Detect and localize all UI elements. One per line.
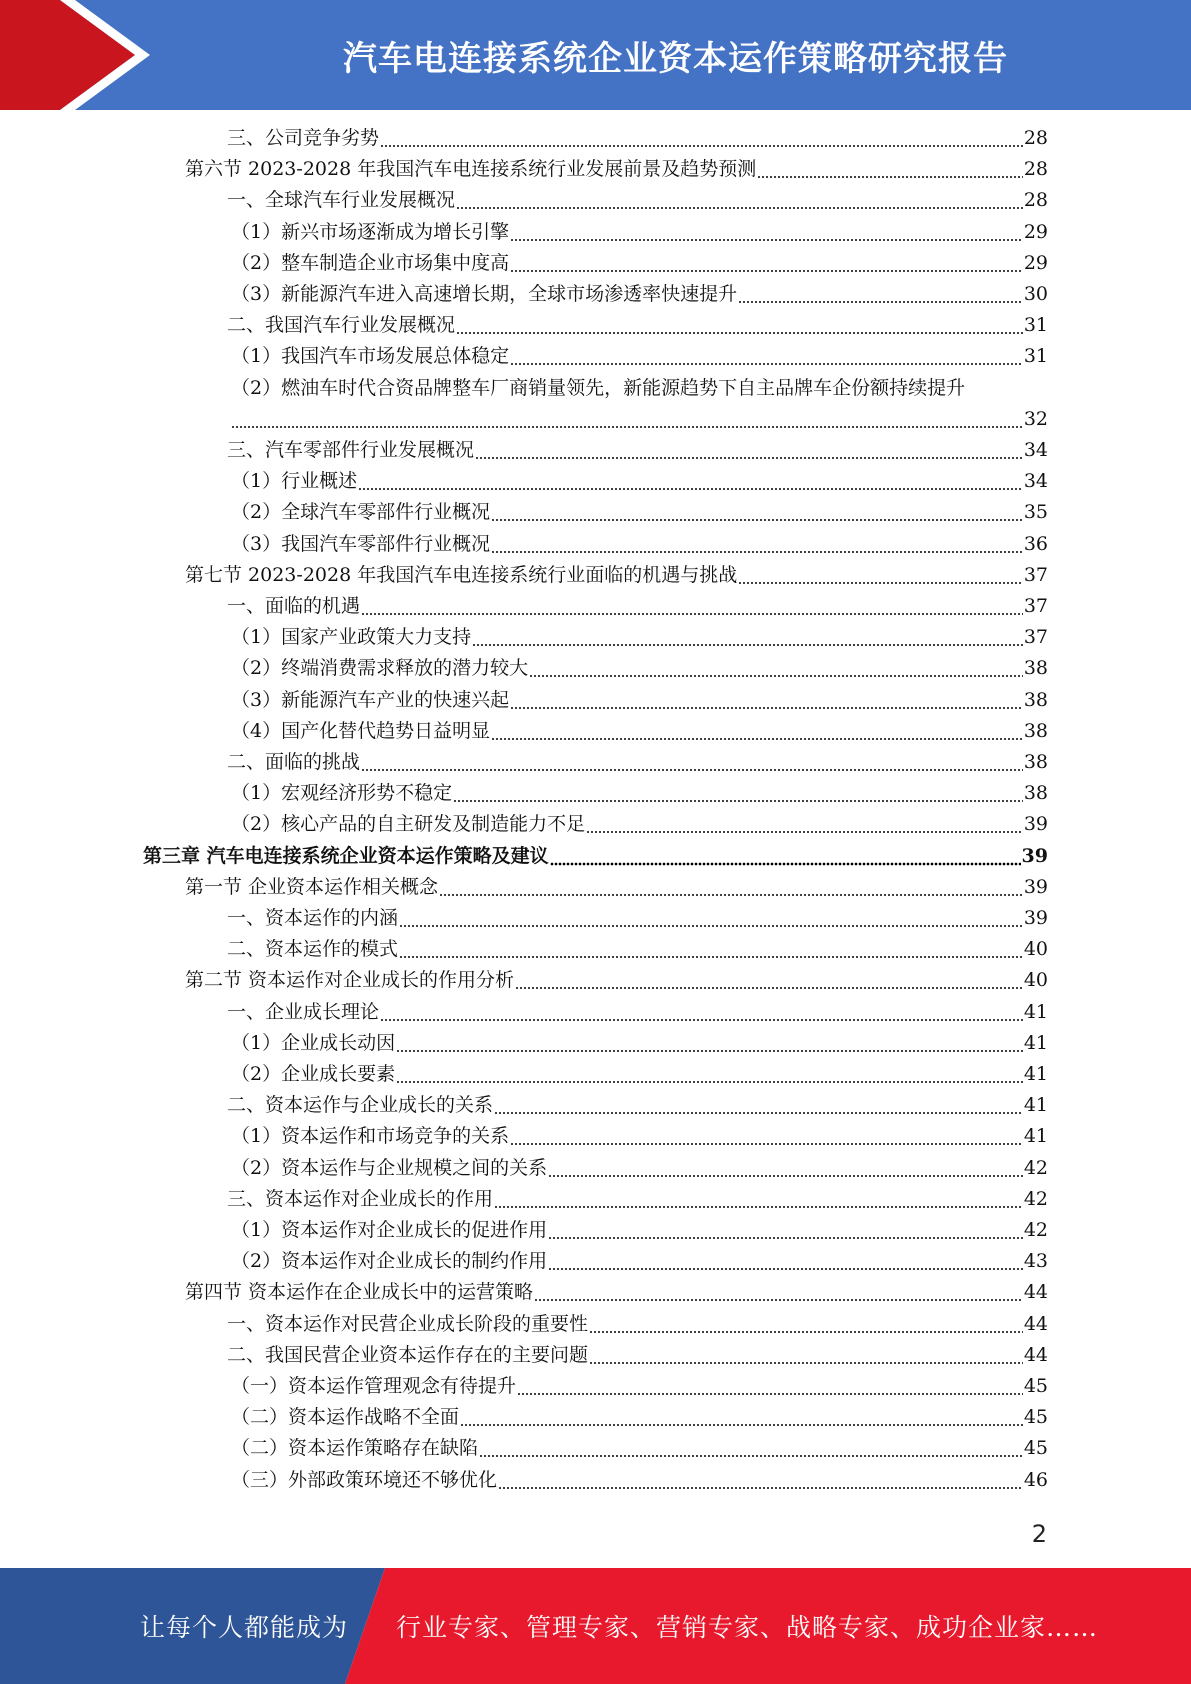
header-arrow-decoration [0,0,160,110]
report-title: 汽车电连接系统企业资本运作策略研究报告 [343,38,1008,79]
toc-entry[interactable] [231,688,1048,712]
toc-leader-dots [358,469,1023,493]
footer-slogan-left: 让每个人都能成为 [140,1613,349,1642]
toc-entry-title: （二）资本运作战略不全面 [231,1406,460,1429]
toc-leader-dots [475,438,1023,462]
toc-leader-dots [498,1468,1023,1492]
toc-entry-title: 三、公司竞争劣势 [227,127,380,149]
toc-entry[interactable] [231,1124,1048,1148]
toc-entry-title: （1）企业成长动因 [231,1031,396,1054]
toc-entry-title: （1）宏观经济形势不稳定 [231,782,453,805]
toc-entry[interactable] [227,1312,1048,1336]
toc-entry-page: 28 [1023,127,1048,149]
toc-entry-page: 39 [1021,844,1048,867]
toc-leader-dots [510,688,1023,712]
toc-entry-page: 38 [1023,782,1048,805]
toc-leader-dots [738,282,1023,306]
toc-leader-dots [494,1187,1023,1211]
toc-leader-dots [456,188,1023,212]
toc-entry-page: 39 [1023,907,1048,929]
toc-entry-page: 42 [1023,1219,1048,1241]
toc-entry[interactable] [231,251,1048,275]
toc-entry[interactable] [227,906,1048,930]
toc-entry[interactable] [231,1436,1048,1460]
toc-entry-page: 37 [1023,563,1048,586]
toc-entry-title: 二、资本运作与企业成长的关系 [227,1094,494,1117]
toc-entry-page: 44 [1023,1343,1048,1366]
toc-entry-page: 46 [1023,1468,1048,1491]
toc-leader-dots [757,157,1023,181]
toc-leader-dots [453,781,1023,805]
toc-entry-title: （2）资本运作与企业规模之间的关系 [231,1156,548,1179]
toc-entry-page: 41 [1023,1063,1048,1085]
toc-entry-title: 一、资本运作对民营企业成长阶段的重要性 [227,1312,589,1335]
toc-leader-dots [396,1031,1023,1055]
toc-entry-title: （1）行业概述 [231,470,358,493]
toc-leader-dots [479,1436,1023,1460]
toc-entry-page: 28 [1023,189,1048,212]
toc-entry-page: 28 [1023,158,1048,181]
toc-entry-page: 44 [1023,1281,1048,1304]
toc-entry-title: （一）资本运作管理观念有待提升 [231,1375,517,1397]
toc-leader-dots [491,532,1023,556]
toc-entry[interactable] [231,1249,1048,1273]
toc-leader-dots [460,1405,1023,1429]
toc-entry[interactable] [227,188,1048,212]
toc-entry-title: （3）新能源汽车产业的快速兴起 [231,688,510,711]
toc-entry[interactable] [231,469,1048,493]
toc-entry[interactable] [231,532,1048,556]
toc-entry[interactable] [231,812,1048,836]
toc-entry-page: 41 [1023,1000,1048,1023]
toc-entry[interactable] [227,1000,1048,1024]
toc-entry-title: 一、面临的机遇 [227,595,361,617]
toc-entry-page: 29 [1023,251,1048,274]
toc-entry-title: （2）终端消费需求释放的潜力较大 [231,657,529,680]
toc-entry-page: 35 [1023,501,1048,524]
toc-leader-dots [738,563,1023,587]
toc-entry-title: （2）全球汽车零部件行业概况 [231,501,491,524]
toc-entry-page: 34 [1023,470,1048,493]
toc-entry-title: 二、资本运作的模式 [227,938,399,961]
toc-entry[interactable] [231,1405,1048,1429]
toc-entry-page: 43 [1023,1250,1048,1273]
toc-entry-title: 第三章 汽车电连接系统企业资本运作策略及建议 [143,844,549,867]
toc-entry-page: 30 [1023,283,1048,305]
toc-leader-dots [491,500,1023,524]
toc-entry-page: 31 [1023,345,1048,368]
toc-entry-title: （1）新兴市场逐渐成为增长引擎 [231,220,510,243]
toc-entry-page: 37 [1023,626,1048,649]
toc-entry[interactable] [227,594,1048,618]
toc-entry-title: 第一节 企业资本运作相关概念 [185,875,439,898]
toc-entry[interactable] [231,1374,1048,1398]
toc-entry[interactable] [231,1218,1048,1242]
toc-entry-page: 38 [1023,719,1048,742]
toc-entry-title: （2）整车制造企业市场集中度高 [231,251,510,274]
toc-entry-continuation[interactable] [231,407,1048,431]
toc-entry-title: 三、资本运作对企业成长的作用 [227,1187,494,1210]
toc-leader-dots [231,407,1024,431]
toc-entry-page: 42 [1023,1156,1048,1179]
toc-leader-dots [550,844,1021,868]
toc-entry[interactable] [143,844,1048,868]
toc-leader-dots [515,968,1023,992]
toc-entry-title: 一、资本运作的内涵 [227,907,399,929]
toc-entry-page: 34 [1023,439,1048,461]
toc-leader-dots [380,1000,1023,1024]
toc-entry-page: 45 [1023,1437,1048,1460]
toc-entry-page: 44 [1023,1312,1048,1335]
toc-entry[interactable] [185,157,1048,181]
toc-leader-dots [510,251,1023,275]
toc-leader-dots [529,656,1023,680]
toc-entry-title: 第六节 2023-2028 年我国汽车电连接系统行业发展前景及趋势预测 [185,158,757,181]
toc-entry-title: （1）我国汽车市场发展总体稳定 [231,345,510,368]
toc-leader-dots [548,1218,1023,1242]
toc-leader-dots [548,1156,1023,1180]
toc-entry-title: （1）国家产业政策大力支持 [231,626,472,649]
toc-leader-dots [548,1249,1023,1273]
toc-entry[interactable] [231,781,1048,805]
toc-leader-dots [361,750,1023,774]
toc-entry-page: 37 [1023,595,1048,617]
toc-entry-title: 三、汽车零部件行业发展概况 [227,439,475,461]
toc-leader-dots [472,625,1023,649]
toc-entry[interactable] [185,968,1048,992]
toc-leader-dots [399,906,1023,930]
page-header [0,0,1191,110]
toc-entry-title: （3）新能源汽车进入高速增长期，全球市场渗透率快速提升 [231,283,738,305]
toc-leader-dots [361,594,1023,618]
page-footer [0,1568,1191,1684]
toc-leader-dots [589,1312,1023,1336]
toc-leader-dots [589,1343,1023,1367]
toc-entry-page: 31 [1023,314,1048,337]
toc-entry-page: 39 [1023,813,1048,836]
toc-entry-title: （2）燃油车时代合资品牌整车厂商销量领先，新能源趋势下自主品牌车企份额持续提升 [231,376,966,399]
toc-entry-title: （1）资本运作对企业成长的促进作用 [231,1219,548,1241]
toc-entry-page: 39 [1023,875,1048,898]
toc-leader-dots [380,126,1023,150]
toc-entry-title: 一、全球汽车行业发展概况 [227,189,456,212]
toc-entry[interactable] [227,438,1048,462]
toc-leader-dots [534,1280,1023,1304]
toc-entry-page: 45 [1023,1406,1048,1429]
toc-entry[interactable] [227,750,1048,774]
toc-entry-title: （4）国产化替代趋势日益明显 [231,719,491,742]
toc-entry[interactable] [231,719,1048,743]
toc-entry-page: 41 [1023,1031,1048,1054]
toc-leader-dots [510,1124,1023,1148]
footer-slogan-right: 行业专家、管理专家、营销专家、战略专家、成功企业家…… [396,1613,1099,1642]
toc-entry-title: 二、我国汽车行业发展概况 [227,314,456,337]
toc-entry[interactable] [227,313,1048,337]
toc-leader-dots [586,812,1023,836]
toc-entry-page: 41 [1023,1125,1048,1148]
toc-entry[interactable] [227,126,1048,150]
toc-entry[interactable] [227,937,1048,961]
toc-entry-title: （三）外部政策环境还不够优化 [231,1468,498,1491]
toc-entry-page: 29 [1023,220,1048,243]
toc-entry-title: （2）资本运作对企业成长的制约作用 [231,1250,548,1273]
toc-entry-page: 40 [1023,969,1048,992]
toc-leader-dots [396,1062,1023,1086]
toc-entry-title: （二）资本运作策略存在缺陷 [231,1437,479,1460]
toc-entry[interactable] [231,376,1048,400]
toc-entry-title: （1）资本运作和市场竞争的关系 [231,1125,510,1148]
toc-entry-page: 38 [1023,751,1048,773]
toc-entry-title: （3）我国汽车零部件行业概况 [231,532,491,555]
toc-entry-page: 40 [1023,938,1048,961]
toc-entry-title: （2）核心产品的自主研发及制造能力不足 [231,813,586,836]
toc-entry[interactable] [227,1343,1048,1367]
toc-leader-dots [494,1093,1023,1117]
toc-entry[interactable] [185,875,1048,899]
toc-entry-page: 42 [1023,1187,1048,1210]
toc-leader-dots [439,875,1023,899]
toc-entry[interactable] [231,1156,1048,1180]
toc-entry-title: 二、面临的挑战 [227,751,361,773]
toc-entry[interactable] [231,344,1048,368]
toc-leader-dots [510,220,1023,244]
toc-entry[interactable] [231,220,1048,244]
toc-entry[interactable] [231,1468,1048,1492]
toc-entry-page: 32 [1023,407,1048,430]
toc-entry-title: 第七节 2023-2028 年我国汽车电连接系统行业面临的机遇与挑战 [185,563,738,586]
toc-entry-page: 36 [1023,532,1048,555]
toc-entry[interactable] [231,625,1048,649]
toc-leader-dots [491,719,1023,743]
toc-entry[interactable] [185,1280,1048,1304]
toc-entry[interactable] [231,1031,1048,1055]
toc-entry-page: 41 [1023,1094,1048,1117]
toc-entry-title: 第二节 资本运作对企业成长的作用分析 [185,969,515,992]
toc-entry[interactable] [227,1187,1048,1211]
toc-entry[interactable] [231,500,1048,524]
toc-leader-dots [517,1374,1023,1398]
toc-entry[interactable] [231,656,1048,680]
toc-entry[interactable] [231,1062,1048,1086]
toc-entry-page: 45 [1023,1375,1048,1397]
toc-entry-title: 第四节 资本运作在企业成长中的运营策略 [185,1281,534,1304]
toc-entry[interactable] [185,563,1048,587]
toc-entry-page: 38 [1023,688,1048,711]
toc-entry-title: （2）企业成长要素 [231,1063,396,1085]
toc-entry[interactable] [231,282,1048,306]
toc-leader-dots [399,937,1023,961]
toc-leader-dots [510,344,1023,368]
toc-entry-title: 一、企业成长理论 [227,1000,380,1023]
toc-leader-dots [456,313,1023,337]
page-number: 2 [1031,1520,1047,1548]
toc-entry-page: 38 [1023,657,1048,680]
toc-entry-title: 二、我国民营企业资本运作存在的主要问题 [227,1343,589,1366]
toc-entry[interactable] [227,1093,1048,1117]
